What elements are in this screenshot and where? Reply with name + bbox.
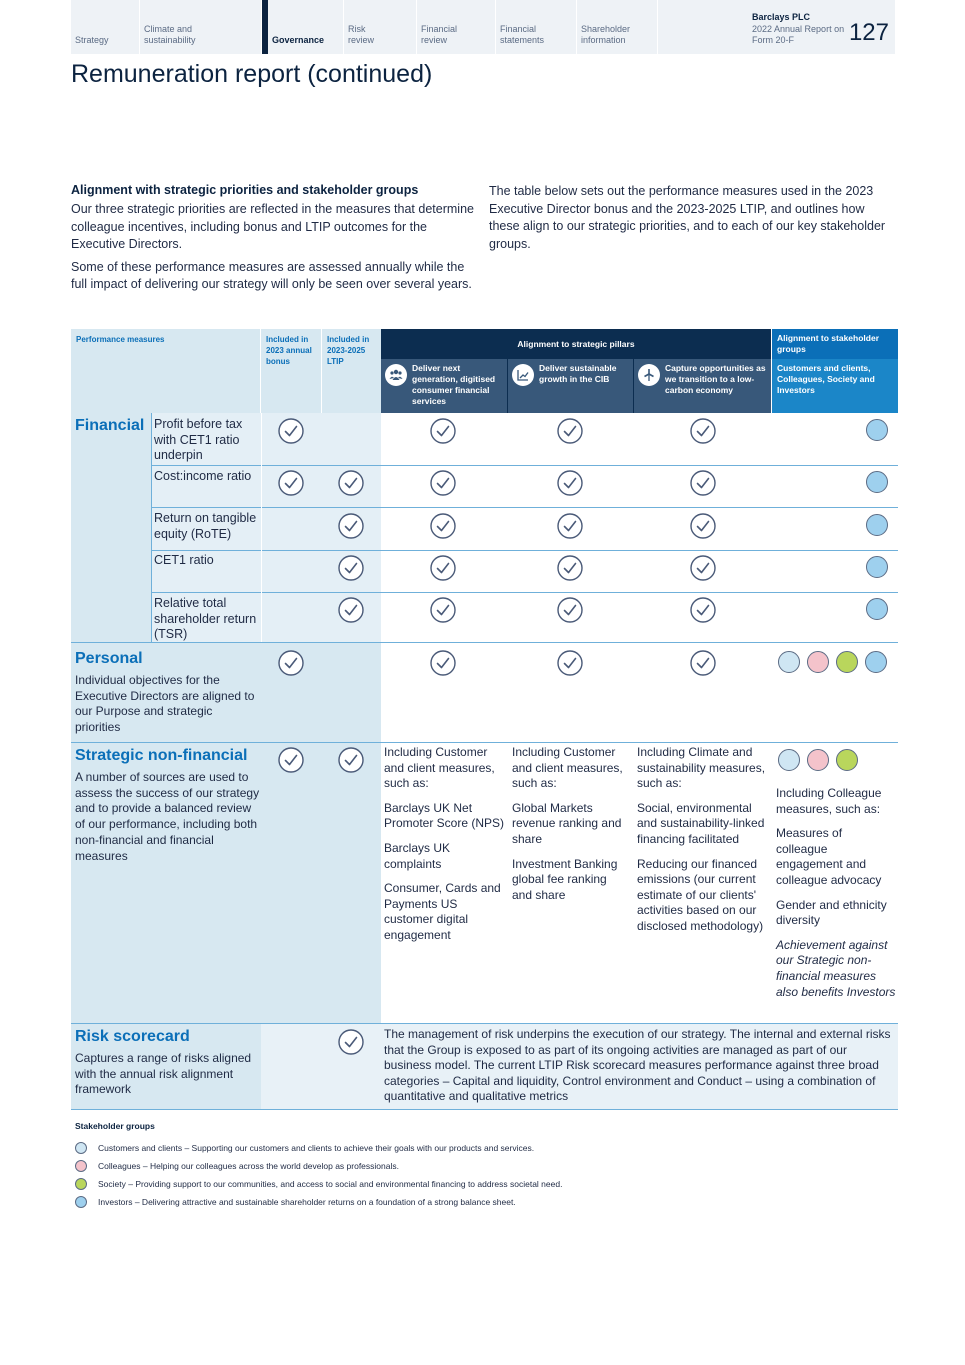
strategic-col-consumer: Including Customer and client measures, such as: Barclays UK Net Promoter Score (NPS) Barclays UK complaints Consumer, Cards and Payments US customer digital engagement (384, 745, 505, 942)
colleagues-dot-icon (807, 749, 829, 771)
nav-tab-financial-review[interactable]: Financial review (417, 0, 496, 54)
pillar-cib (508, 359, 633, 413)
check-icon (430, 555, 456, 581)
header-bonus: Included in 2023 annual bonus (261, 329, 321, 413)
strategic-col-cib: Including Customer and client measures, such as: Global Markets revenue ranking and share Investment Banking global fee ranking and share (512, 745, 623, 902)
society-dot-icon (75, 1178, 87, 1190)
check-icon (557, 555, 583, 581)
pillar-consumer-label: Deliver next generation, digitised consumer financial services (412, 363, 496, 406)
legend-title: Stakeholder groups (75, 1121, 155, 1131)
nav-tab-strategy[interactable]: Strategy (71, 0, 140, 54)
row-cost-income: Cost:income ratio (154, 469, 252, 483)
check-icon (338, 1029, 364, 1055)
row-rote: Return on tangible equity (RoTE) (154, 511, 257, 541)
check-icon (557, 513, 583, 539)
intro-heading: Alignment with strategic priorities and stakeholder groups (71, 183, 419, 197)
top-navigation (71, 0, 895, 54)
row-pbt: Profit before tax with CET1 ratio underpin (154, 417, 243, 462)
check-icon (278, 747, 304, 773)
check-icon (430, 513, 456, 539)
legend-item-investors: Investors – Delivering attractive and sustainable shareholder returns on a foundation of a strong balance sheet. (75, 1193, 875, 1211)
report-name: 2022 Annual Report on Form 20-F (752, 24, 845, 45)
check-icon (338, 597, 364, 623)
personal-desc: Individual objectives for the Executive Directors are aligned to our Purpose and strategic priorities (75, 673, 255, 735)
intro-right (489, 183, 889, 258)
wind-turbine-icon (638, 364, 660, 386)
investors-dot-icon (866, 419, 888, 441)
check-icon (690, 418, 716, 444)
nav-tab-risk-review[interactable]: Risk review (344, 0, 417, 54)
investors-dot-icon (75, 1196, 87, 1208)
pillar-low-carbon-label: Capture opportunities as we transition to a low-carbon economy (665, 363, 766, 395)
header-ltip: Included in 2023-2025 LTIP (322, 329, 381, 413)
header-stakeholders: Alignment to stakeholder groups (772, 329, 898, 359)
check-icon (690, 470, 716, 496)
nav-tab-climate[interactable]: Climate and sustainability (140, 0, 262, 54)
investors-dot-icon (865, 651, 887, 673)
nav-tab-financial-statements[interactable]: Financial statements (496, 0, 577, 54)
financial-title-bg (71, 413, 151, 642)
strategic-title: Strategic non-financial (75, 747, 248, 764)
report-header (666, 0, 895, 54)
performance-measures-table (71, 329, 898, 1111)
investors-dot-icon (866, 598, 888, 620)
pillar-cib-label: Deliver sustainable growth in the CIB (539, 363, 617, 384)
intro-paragraph-2: Some of these performance measures are assessed annually while the full impact of delivering our strategy will only be seen over several years. (71, 259, 472, 291)
pillars-title: Alignment to strategic pillars (517, 339, 635, 349)
pillar-consumer (381, 359, 507, 413)
check-icon (557, 418, 583, 444)
nav-tab-governance[interactable]: Governance (262, 0, 344, 54)
colleagues-dot-icon (75, 1160, 87, 1172)
intro-paragraph-1: Our three strategic priorities are reflected in the measures that determine colleague incentives, including bonus and LTIP outcomes for the Executive Directors. (71, 202, 474, 251)
row-tsr: Relative total shareholder return (TSR) (154, 596, 257, 641)
legend-item-colleagues: Colleagues – Helping our colleagues across the world develop as professionals. (75, 1157, 875, 1175)
check-icon (338, 555, 364, 581)
check-icon (690, 513, 716, 539)
risk-text: The management of risk underpins the execution of our strategy. The internal and external risks that the Group is exposed to as part of its ongoing activities are managed as part of our business model. The current LTIP Risk scorecard measures performance against three broad categories – Capital and liquidity, Control environment and Conduct – using a combination of quantitative and qualitative metrics (384, 1027, 891, 1104)
check-icon (557, 470, 583, 496)
legend-item-customers: Customers and clients – Supporting our customers and clients to achieve their goals with our products and services. (75, 1139, 875, 1157)
growth-chart-icon (512, 364, 534, 386)
personal-title: Personal (75, 650, 143, 667)
investors-dot-icon (866, 556, 888, 578)
check-icon (690, 597, 716, 623)
strategic-desc: A number of sources are used to assess the success of our strategy and to provide a balanced review of our performance, including both non-financial and financial measures (75, 770, 260, 863)
check-icon (278, 418, 304, 444)
risk-desc: Captures a range of risks aligned with the annual risk alignment framework (75, 1051, 252, 1097)
check-icon (338, 747, 364, 773)
check-icon (557, 597, 583, 623)
check-icon (430, 650, 456, 676)
intro-paragraph-3: The table below sets out the performance measures used in the 2023 Executive Director bonus and the 2023-2025 LTIP, and outlines how these align to our strategic priorities, and to each of our key stakeholder groups. (489, 184, 886, 251)
customers-dot-icon (778, 651, 800, 673)
page-number: 127 (848, 19, 889, 46)
check-icon (430, 470, 456, 496)
colleagues-dot-icon (807, 651, 829, 673)
strategic-col-low-carbon: Including Climate and sustainability measures, such as: Social, environmental and sustainability-linked financing facilitated Reducing our financed emissions (our current estimate of our clients' activities based on our disclosed methodology) (637, 745, 766, 933)
risk-title: Risk scorecard (75, 1028, 190, 1045)
check-icon (690, 555, 716, 581)
check-icon (338, 470, 364, 496)
pillar-low-carbon (634, 359, 771, 413)
stakeholder-legend (75, 1121, 875, 1211)
check-icon (430, 597, 456, 623)
check-icon (338, 513, 364, 539)
society-dot-icon (836, 749, 858, 771)
check-icon (278, 650, 304, 676)
financial-title: Financial (75, 417, 145, 434)
company-name: Barclays PLC (752, 12, 811, 22)
investors-dot-icon (866, 471, 888, 493)
legend-item-society: Society – Providing support to our communities, and access to social and environmental financing to address societal need. (75, 1175, 875, 1193)
intro-left (71, 183, 481, 299)
check-icon (690, 650, 716, 676)
header-stakeholders-sub: Customers and clients, Colleagues, Society and Investors (772, 359, 898, 413)
page-title: Remuneration report (continued) (71, 60, 433, 88)
customers-dot-icon (778, 749, 800, 771)
strategic-col-stakeholders: Including Colleague measures, such as: Measures of colleague engagement and colleague advocacy Gender and ethnicity diversity Achievement against our Strategic non-financial measures also benefits Investors (776, 786, 896, 999)
people-icon (385, 364, 407, 386)
nav-tab-shareholder-information[interactable]: Shareholder information (577, 0, 658, 54)
header-measures: Performance measures (71, 329, 260, 413)
row-cet1: CET1 ratio (154, 553, 214, 567)
check-icon (557, 650, 583, 676)
customers-dot-icon (75, 1142, 87, 1154)
investors-dot-icon (866, 514, 888, 536)
check-icon (278, 470, 304, 496)
check-icon (430, 418, 456, 444)
society-dot-icon (836, 651, 858, 673)
